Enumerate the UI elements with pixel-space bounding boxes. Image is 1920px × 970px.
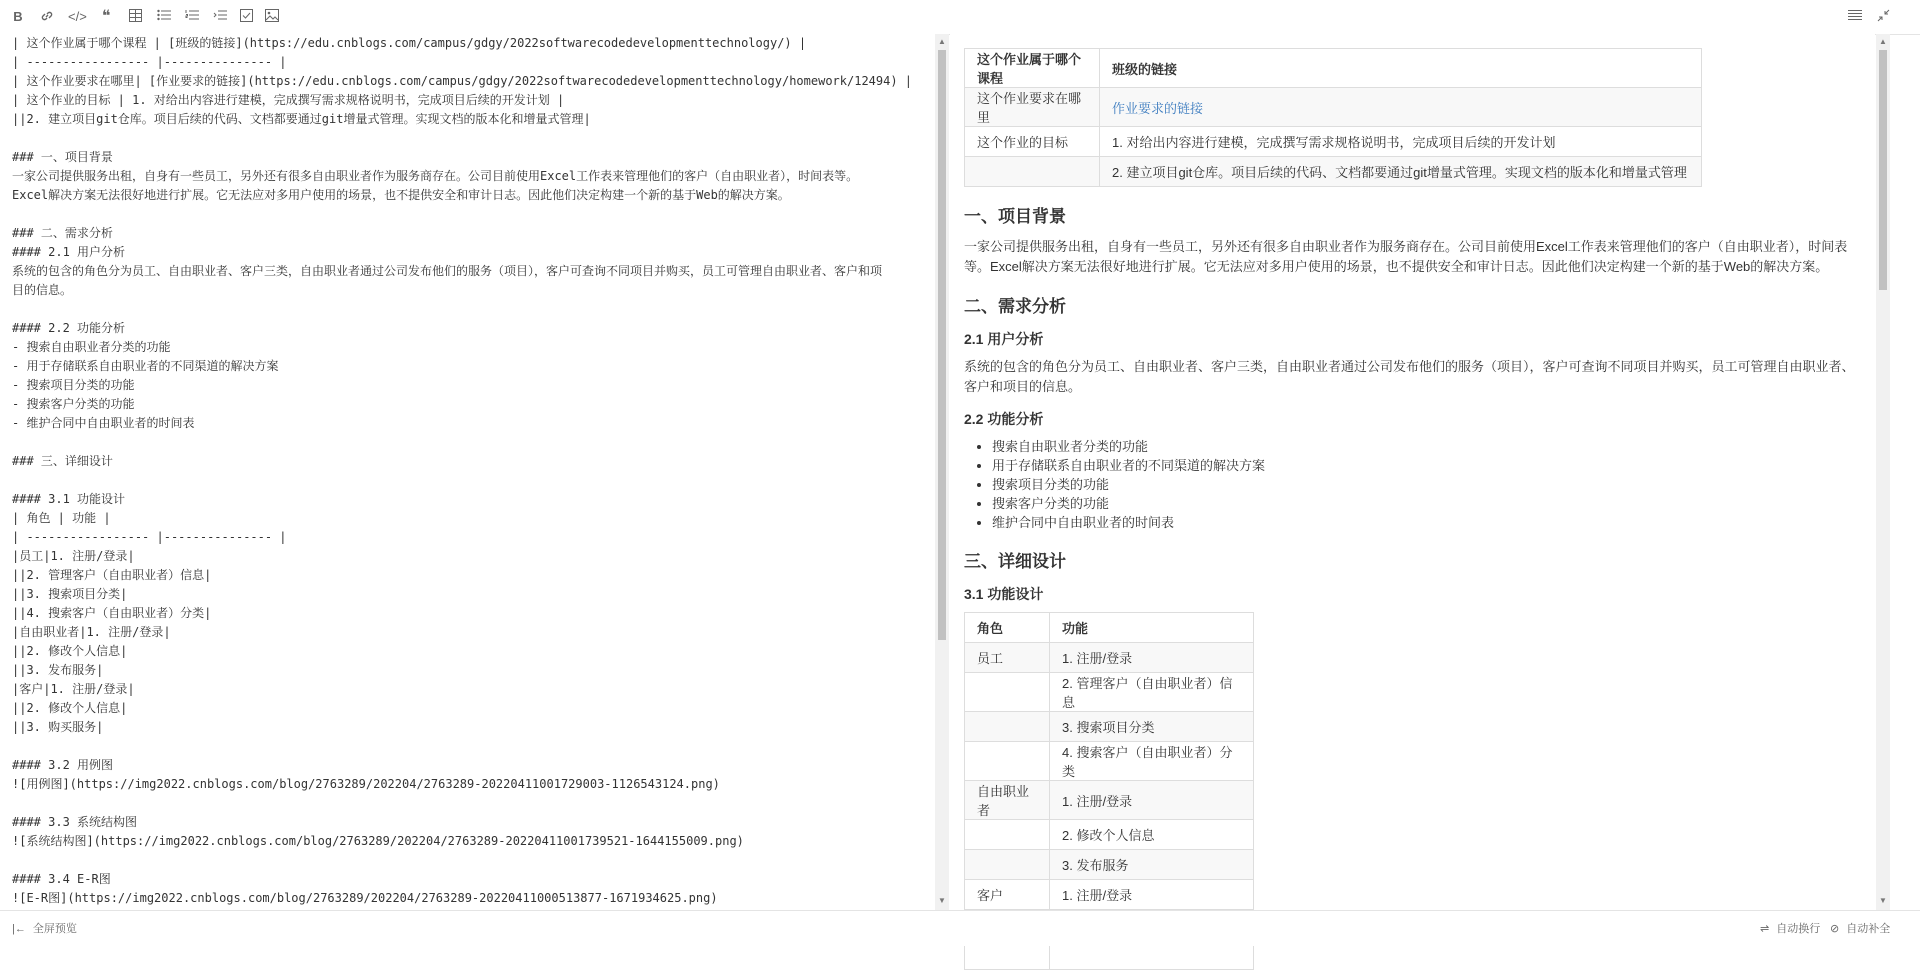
table-cell [965,673,1050,712]
editor-line[interactable]: | 角色 | 功能 | [12,511,111,525]
editor-line[interactable]: #### 2.2 功能分析 [12,321,126,335]
editor-line[interactable]: ![E-R图](https://img2022.cnblogs.com/blog/2763289/202204/2763289-20220411000513877-1671934625.png) [12,891,718,905]
editor-line[interactable]: ![系统结构图](https://img2022.cnblogs.com/blog/2763289/202204/2763289-20220411001739521-1644155009.png) [12,834,744,848]
table-cell-key: 这个作业的目标 [965,127,1100,157]
indent-icon[interactable] [212,9,228,25]
editor-line[interactable] [12,471,912,490]
table-cell: 3. 发布服务 [1050,850,1254,880]
editor-line[interactable]: ||4. 搜索客户（自由职业者）分类| [12,606,212,620]
scroll-up-icon[interactable]: ▲ [1879,37,1887,46]
editor-line[interactable]: #### 3.1 功能设计 [12,492,126,506]
auto-wrap-toggle[interactable] [1760,922,1820,936]
editor-line[interactable] [12,300,912,319]
preview-scroll-thumb[interactable] [1879,50,1887,290]
subheading-user-analysis: 2.1 用户分析 [964,331,1044,347]
table-cell: 4. 搜索客户（自由职业者）分类 [1050,742,1254,781]
table-header-row [965,613,1254,643]
editor-line[interactable]: |客户|1. 注册/登录| [12,682,135,696]
editor-line[interactable]: ||2. 管理客户（自由职业者）信息| [12,568,212,582]
table-row [965,673,1254,712]
table-cell: 2. 管理客户（自由职业者）信息 [1050,673,1254,712]
function-list [964,437,1864,532]
table-header-cell: 功能 [1050,613,1254,643]
editor-line[interactable]: 目的信息。 [12,283,73,297]
table-cell: 3. 搜索项目分类 [1050,712,1254,742]
scroll-up-icon[interactable]: ▲ [938,37,946,46]
table-row [965,850,1254,880]
markdown-editor[interactable] [0,34,936,910]
table-header-cell: 角色 [965,613,1050,643]
section-heading-analysis: 二、需求分析 [964,297,1066,316]
editor-line[interactable]: ### 二、需求分析 [12,226,113,240]
table-row [965,643,1254,673]
editor-line[interactable]: |自由职业者|1. 注册/登录| [12,625,171,639]
editor-line[interactable] [12,433,912,452]
table-cell-link[interactable]: 班级的链接 [1100,49,1702,88]
table-cell: 自由职业者 [965,781,1050,820]
table-cell-key: 这个作业属于哪个课程 [965,49,1100,88]
list-item: • 搜索项目分类的功能 [992,475,1864,494]
table-cell-link[interactable]: 作业要求的链接 [1100,88,1702,127]
list-item: • 搜索客户分类的功能 [992,494,1864,513]
editor-line[interactable] [12,205,912,224]
list-item: • 搜索自由职业者分类的功能 [992,437,1864,456]
editor-line[interactable]: - 用于存储联系自由职业者的不同渠道的解决方案 [12,359,279,373]
table-cell [965,742,1050,781]
section-heading-background: 一、项目背景 [964,207,1066,226]
bullet-list-icon[interactable] [156,9,172,25]
table-row [965,49,1702,88]
scroll-down-icon[interactable]: ▼ [1879,896,1887,905]
table-cell: 客户 [965,880,1050,910]
editor-line[interactable]: | ----------------- |--------------- | [12,530,287,544]
editor-line[interactable]: ||2. 修改个人信息| [12,644,128,658]
editor-line[interactable]: ### 三、详细设计 [12,454,113,468]
table-cell: 1. 注册/登录 [1050,643,1254,673]
editor-scroll-thumb[interactable] [938,50,946,640]
editor-line[interactable]: | 这个作业属于哪个课程 | [班级的链接](https://edu.cnblogs.com/campus/gdgy/2022softwarecodedevelopmenttechnology/) | [12,36,807,50]
user-analysis-paragraph: 系统的包含的角色分为员工、自由职业者、客户三类，自由职业者通过公司发布他们的服务（项目），客户可查询不同项目并购买，员工可管理自由职业者、客户和项目的信息。 [964,359,1855,394]
table-cell-key [965,157,1100,187]
numbered-list-icon[interactable] [184,9,200,25]
editor-line[interactable]: ||2. 建立项目git仓库。项目后续的代码、文档都要通过git增量式管理。实现文档的版本化和增量式管理| [12,112,591,126]
subheading-function-design: 3.1 功能设计 [964,586,1044,602]
editor-line[interactable]: ### 一、项目背景 [12,150,113,164]
editor-line[interactable]: 系统的包含的角色分为员工、自由职业者、客户三类，自由职业者通过公司发布他们的服务（项目），客户可查询不同项目并购买，员工可管理自由职业者、客户和项 [12,264,883,278]
table-cell [965,820,1050,850]
editor-line[interactable]: #### 3.4 E-R图 [12,872,111,886]
editor-text[interactable] [12,34,912,908]
image-icon[interactable] [264,9,280,25]
table-row [965,712,1254,742]
editor-line[interactable]: Excel解决方案无法很好地进行扩展。它无法应对多用户使用的场景，也不提供安全和审计日志。因此他们决定构建一个新的基于Web的解决方案。 [12,188,790,202]
editor-line[interactable]: ||3. 购买服务| [12,720,104,734]
fullscreen-preview-button[interactable] [12,922,77,936]
editor-line[interactable]: ![用例图](https://img2022.cnblogs.com/blog/2763289/202204/2763289-20220411001729003-1126543124.png) [12,777,720,791]
editor-line[interactable]: ||2. 修改个人信息| [12,701,128,715]
table-cell-value: 1. 对给出内容进行建模，完成撰写需求规格说明书，完成项目后续的开发计划 [1100,127,1702,157]
auto-complete-toggle[interactable] [1830,922,1890,936]
editor-line[interactable]: ||3. 发布服务| [12,663,104,677]
editor-line[interactable] [12,737,912,756]
table-cell: 员工 [965,643,1050,673]
status-bar [0,910,1920,946]
editor-line[interactable] [12,794,912,813]
editor-line[interactable] [12,851,912,870]
table-row [965,781,1254,820]
link-icon[interactable] [39,9,55,25]
bold-icon[interactable]: B [13,9,23,24]
editor-line[interactable]: | ----------------- |--------------- | [12,55,287,69]
markdown-preview [950,34,1875,910]
table-cell: 1. 注册/登录 [1050,880,1254,910]
table-row [965,742,1254,781]
code-icon[interactable]: </> [68,9,87,24]
editor-line[interactable]: #### 3.2 用例图 [12,758,114,772]
editor-line[interactable]: |员工|1. 注册/登录| [12,549,135,563]
table-cell [965,850,1050,880]
table-cell [965,712,1050,742]
editor-line[interactable]: - 搜索自由职业者分类的功能 [12,340,171,354]
table-icon[interactable] [127,9,143,25]
editor-toolbar [0,0,1920,35]
editor-line[interactable]: - 搜索项目分类的功能 [12,378,135,392]
table-row [965,88,1702,127]
editor-scrollbar[interactable] [935,34,949,910]
background-paragraph: 一家公司提供服务出租，自身有一些员工，另外还有很多自由职业者作为服务商存在。公司目前使用Excel工作表来管理他们的客户（自由职业者），时间表等。Excel解决方案无法很好地进行扩展。它无法应对多用户使用的场景，也不提供安全和审计日志。因此他们决定构建一个新的基于Web的解决方案。 [964,239,1848,274]
editor-line[interactable]: #### 3.3 系统结构图 [12,815,138,829]
table-cell-key: 这个作业要求在哪里 [965,88,1100,127]
table-row [965,157,1702,187]
table-row [965,127,1702,157]
collapse-icon[interactable] [1874,9,1892,25]
editor-line[interactable]: ||3. 搜索项目分类| [12,587,128,601]
checkbox-icon[interactable] [238,9,254,25]
table-cell: 2. 修改个人信息 [1050,820,1254,850]
editor-line[interactable]: 一家公司提供服务出租，自身有一些员工，另外还有很多自由职业者作为服务商存在。公司目前使用Excel工作表来管理他们的客户（自由职业者），时间表等。 [12,169,859,183]
assignment-info-table [964,48,1702,187]
editor-line[interactable]: - 搜索客户分类的功能 [12,397,135,411]
list-item: • 用于存储联系自由职业者的不同渠道的解决方案 [992,456,1864,475]
table-row [965,880,1254,910]
auto-wrap-label: 自动换行 [1776,923,1821,935]
fullscreen-preview-icon: |← [12,923,26,935]
editor-line[interactable] [12,129,912,148]
editor-line[interactable]: - 维护合同中自由职业者的时间表 [12,416,195,430]
preview-scrollbar[interactable] [1876,34,1890,910]
table-cell-value: 2. 建立项目git仓库。项目后续的代码、文档都要通过git增量式管理。实现文档的版本化和增量式管理 [1100,157,1702,187]
subheading-function-analysis: 2.2 功能分析 [964,411,1044,427]
quote-icon[interactable]: ❝ [101,8,111,25]
fullscreen-preview-label: 全屏预览 [32,923,77,935]
autocomplete-icon: ⊘ [1830,923,1840,935]
section-heading-design: 三、详细设计 [964,552,1066,571]
editor-line[interactable]: | 这个作业要求在哪里| [作业要求的链接](https://edu.cnblogs.com/campus/gdgy/2022softwarecodedevelopmenttechnology/homework/12494) | [12,74,913,88]
list-item: • 维护合同中自由职业者的时间表 [992,513,1864,532]
editor-line[interactable]: | 这个作业的目标 | 1. 对给出内容进行建模，完成撰写需求规格说明书，完成项目后续的开发计划 | [12,93,565,107]
menu-icon[interactable] [1846,9,1864,25]
editor-line[interactable]: #### 2.1 用户分析 [12,245,126,259]
table-row [965,820,1254,850]
table-cell: 1. 注册/登录 [1050,781,1254,820]
auto-complete-label: 自动补全 [1846,923,1891,935]
scroll-down-icon[interactable]: ▼ [938,896,946,905]
wrap-icon: ⇌ [1760,923,1770,935]
